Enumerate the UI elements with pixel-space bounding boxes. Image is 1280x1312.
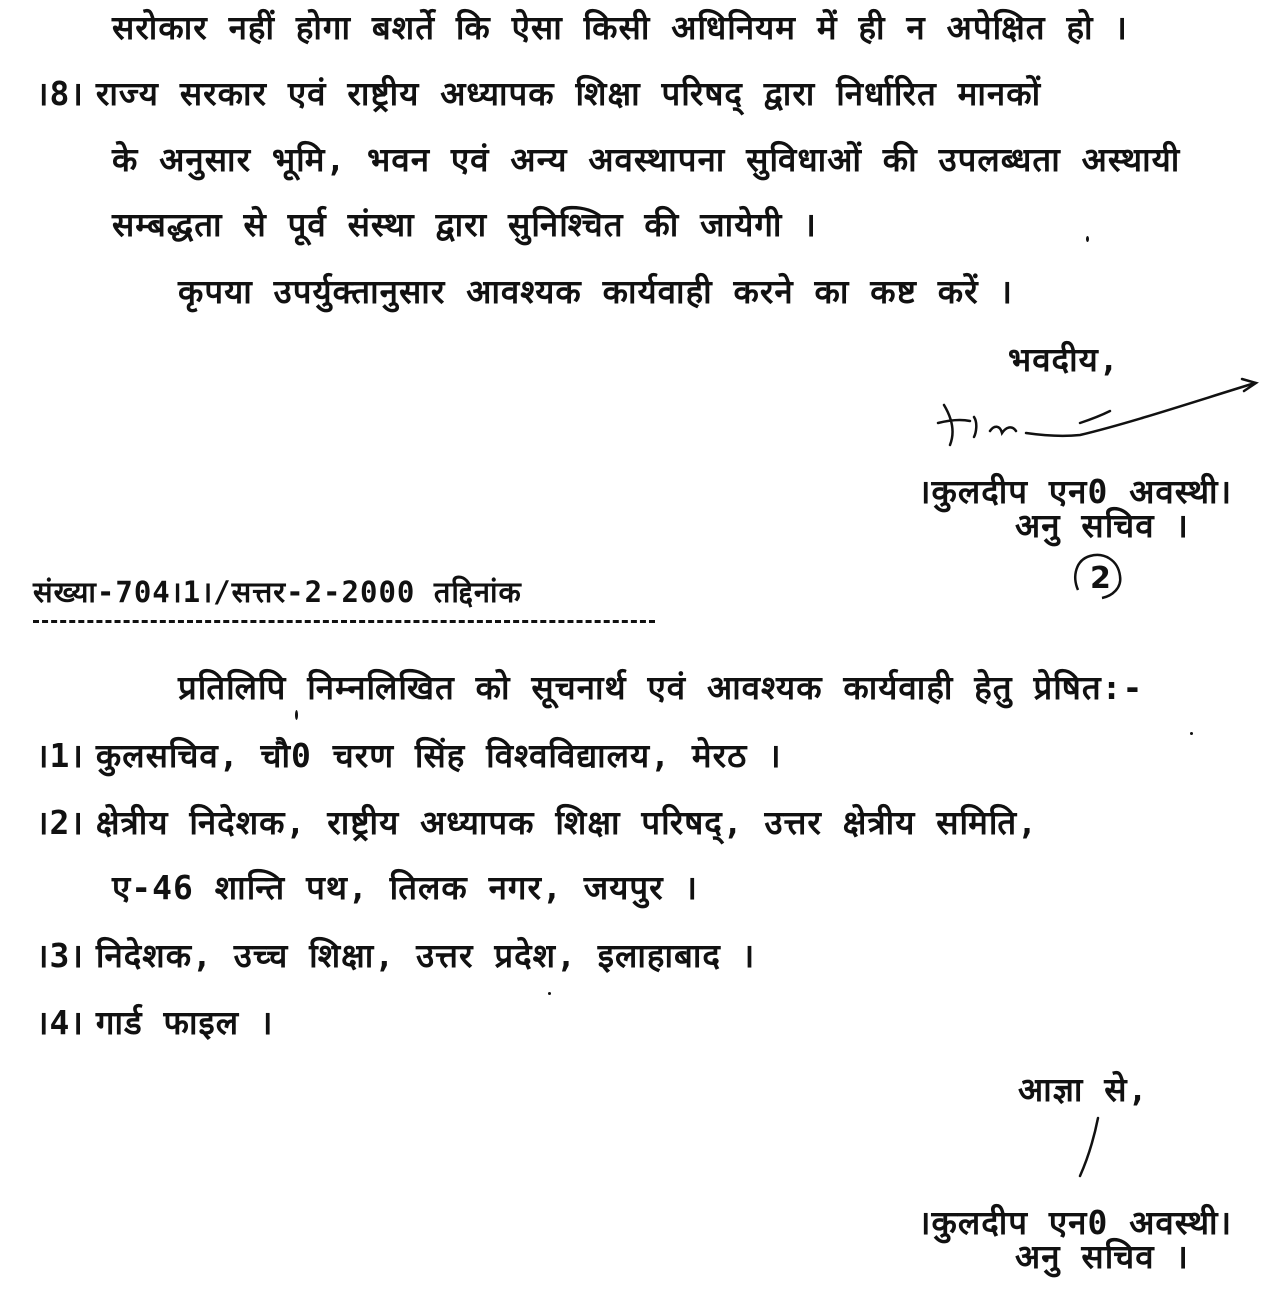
signatory-designation: अनु सचिव ।	[1015, 506, 1189, 545]
item-number: ।8।	[36, 74, 84, 113]
item-8-continuation: सम्बद्धता से पूर्व संस्था द्वारा सुनिश्चित की जायेगी ।	[112, 205, 817, 244]
circled-number: 2	[1090, 561, 1111, 596]
item-number: ।2।	[36, 803, 84, 842]
signatory-name: ।कुलदीप एन0 अवस्थी।	[918, 1203, 1233, 1242]
handwritten-signature	[930, 375, 1265, 465]
item-text: कुलसचिव, चौ0 चरण सिंह विश्वविद्यालय, मेरठ ।	[95, 736, 782, 775]
copy-item-2-continuation: ए-46 शान्ति पथ, तिलक नगर, जयपुर ।	[112, 868, 698, 907]
handwritten-stroke	[1070, 1112, 1110, 1182]
copy-item-3	[36, 936, 755, 976]
item-number: ।3।	[36, 936, 84, 975]
paragraph-line: सरोकार नहीं होगा बशर्ते कि ऐसा किसी अधिनियम में ही न अपेक्षित हो ।	[112, 8, 1128, 47]
item-number: ।1।	[36, 736, 84, 775]
item-8-line	[36, 74, 1041, 114]
signatory-designation: अनु सचिव ।	[1015, 1237, 1189, 1276]
copy-item-2	[36, 803, 1038, 843]
scan-speck	[1086, 236, 1089, 242]
scan-speck	[1190, 732, 1193, 735]
signatory-name: ।कुलदीप एन0 अवस्थी।	[918, 472, 1233, 511]
copy-item-4	[36, 1003, 273, 1043]
item-text: क्षेत्रीय निदेशक, राष्ट्रीय अध्यापक शिक्षा परिषद्, उत्तर क्षेत्रीय समिति,	[95, 803, 1039, 842]
closing-salutation: भवदीय,	[1008, 340, 1120, 379]
circled-number-mark	[1068, 550, 1130, 602]
copy-intro: प्रतिलिपि निम्नलिखित को सूचनार्थ एवं आवश्यक कार्यवाही हेतु प्रेषित:-	[178, 668, 1144, 707]
copy-item-1	[36, 736, 782, 776]
scan-speck	[548, 992, 551, 995]
scan-speck	[295, 710, 298, 720]
reference-underline	[33, 620, 655, 623]
item-number: ।4।	[36, 1003, 84, 1042]
request-line: कृपया उपर्युक्तानुसार आवश्यक कार्यवाही करने का कष्ट करें ।	[178, 272, 1013, 311]
item-text: राज्य सरकार एवं राष्ट्रीय अध्यापक शिक्षा परिषद् द्वारा निर्धारित मानकों	[95, 74, 1042, 113]
item-text: गार्ड फाइल ।	[95, 1003, 274, 1042]
item-8-continuation: के अनुसार भूमि, भवन एवं अन्य अवस्थापना सुविधाओं की उपलब्धता अस्थायी	[112, 140, 1181, 179]
reference-number: संख्या-704।1।/सत्तर-2-2000 तद्दिनांक	[33, 575, 522, 609]
item-text: निदेशक, उच्च शिक्षा, उत्तर प्रदेश, इलाहाबाद ।	[95, 936, 756, 975]
closing-salutation: आज्ञा से,	[1018, 1070, 1149, 1109]
